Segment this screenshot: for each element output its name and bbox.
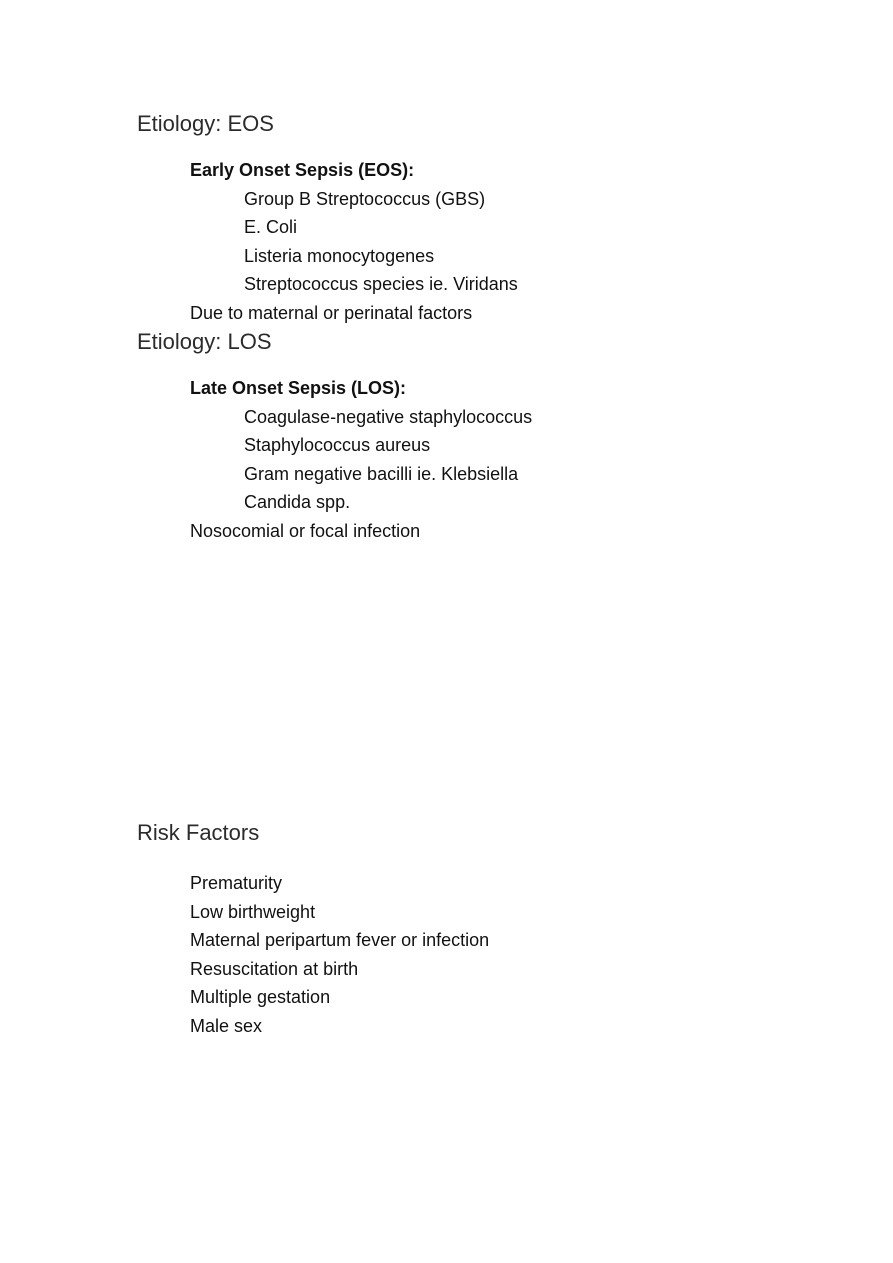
organism-list: [137, 403, 837, 517]
section-heading: Etiology: LOS: [137, 329, 272, 354]
list-item: Low birthweight: [190, 901, 316, 922]
list-item: Maternal peripartum fever or infection: [190, 930, 490, 950]
list-item: Coagulase-negative staphylococcus: [244, 406, 533, 427]
list-item: Group B Streptococcus (GBS): [244, 188, 486, 209]
section-risk-factors: [137, 819, 837, 1040]
list-item: Resuscitation at birth: [190, 958, 359, 979]
section-heading: Etiology: EOS: [137, 111, 274, 136]
section-subheading: Early Onset Sepsis (EOS):: [190, 160, 415, 180]
list-item: Staphylococcus aureus: [244, 435, 431, 455]
list-item: Male sex: [190, 1015, 263, 1036]
section-etiology-los: [137, 328, 837, 545]
section-note: Nosocomial or focal infection: [190, 520, 421, 541]
list-item: E. Coli: [244, 217, 298, 237]
risk-factor-list: [137, 869, 837, 1040]
section-note: Due to maternal or perinatal factors: [190, 302, 473, 323]
list-item: Prematurity: [190, 873, 283, 893]
section-etiology-eos: [137, 110, 837, 327]
list-item: Candida spp.: [244, 492, 351, 512]
section-heading: Risk Factors: [137, 820, 260, 845]
list-item: Gram negative bacilli ie. Klebsiella: [244, 463, 519, 484]
section-subheading: Late Onset Sepsis (LOS):: [190, 378, 407, 398]
list-item: Listeria monocytogenes: [244, 245, 435, 266]
list-item: Streptococcus species ie. Viridans: [244, 274, 518, 294]
organism-list: [137, 185, 837, 299]
list-item: Multiple gestation: [190, 987, 331, 1007]
